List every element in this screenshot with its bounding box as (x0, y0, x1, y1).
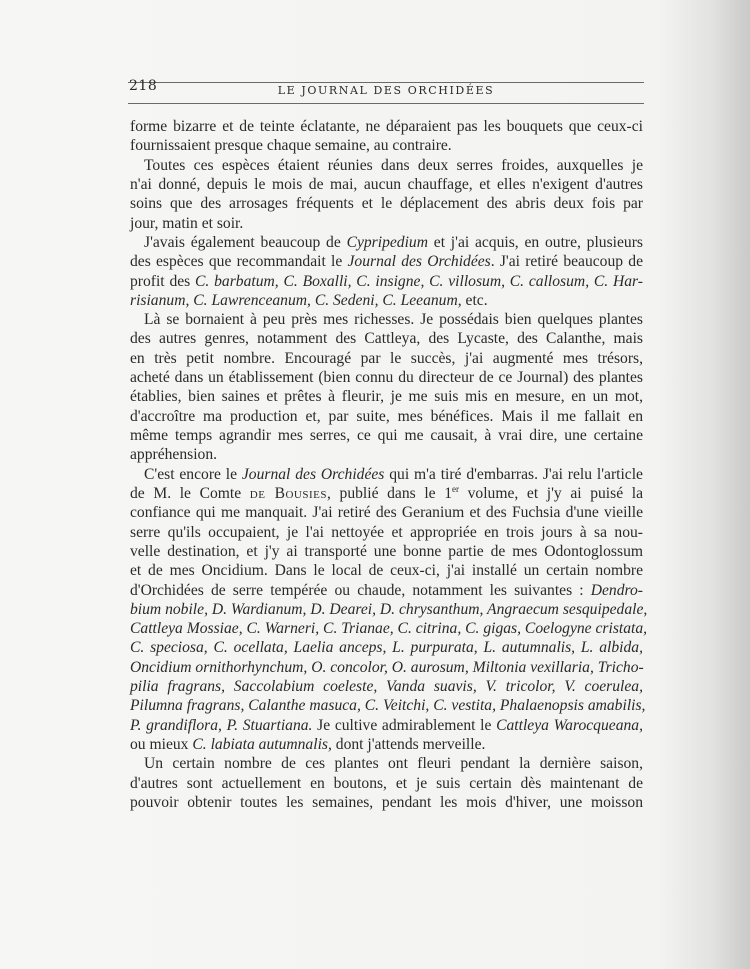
text-line (130, 407, 643, 426)
text-line (130, 368, 643, 387)
text-segment: dont j'attends merveille. (331, 736, 486, 753)
text-segment: fournissaient presque chaque semaine, au contraire. (130, 137, 452, 155)
text-segment: et j'ai acquis, en outre, plusieurs (428, 233, 643, 251)
text-segment: er (452, 483, 459, 494)
text-line (130, 696, 646, 715)
italic-text: Journal des Orchidées (347, 253, 491, 271)
text-segment: J'avais également beaucoup de (144, 233, 347, 251)
italic-text: Cattleya Warocqueana, (496, 716, 643, 734)
text-segment: forme bizarre et de teinte éclatante, ne déparaient pas les bouquets que ceux-ci (130, 118, 643, 135)
text-line (130, 523, 643, 542)
italic-text: Cypripedium (346, 233, 428, 251)
text-segment: jour, matin et soir. (130, 214, 244, 232)
text-segment: . J'ai retiré beaucoup de (490, 253, 644, 271)
text-segment: serre qu'ils occupaient, je l'ai nettoyée et appropriée en trois jours à sa nou- (130, 523, 643, 541)
text-line (130, 735, 643, 754)
italic-text: risianum, C. Lawrenceanum, C. Sedeni, C. Leeanum, (130, 291, 462, 309)
italic-text: Journal des Orchidées (241, 465, 385, 483)
running-title: LE JOURNAL DES ORCHIDÉES (277, 84, 495, 97)
text-line (130, 272, 643, 291)
text-line (130, 349, 643, 368)
text-line (130, 561, 643, 580)
italic-text: P. grandiflora, P. Stuartiana. (130, 716, 313, 734)
italic-text: C. barbatum, C. Boxalli, C. insigne, C. villosum, C. callosum, C. Har- (195, 272, 643, 290)
text-segment: qui m'a tiré d'embarras. J'ai relu l'article (384, 465, 643, 483)
text-line (130, 445, 643, 464)
text-segment: volume, et j'y ai puisé la (459, 484, 644, 502)
italic-text: Oncidium ornithorhynchum, O. concolor, O. aurosum, Miltonia vexillaria, Tricho- (130, 658, 644, 676)
text-segment: n'ai donné, depuis le mois de mai, aucun chauffage, et elles n'exigent d'autres (130, 175, 643, 193)
page-number: 218 (129, 78, 158, 94)
text-line (130, 291, 643, 310)
text-line (130, 484, 643, 503)
text-line (130, 329, 643, 348)
text-segment: d'accroître ma production et, par suite, mes bénéfices. Mais il me fallait en (130, 407, 643, 425)
text-line (130, 156, 643, 175)
text-segment: Là se bornaient à peu près mes richesses. Je possédais bien quelques plantes (144, 311, 643, 329)
text-segment: ou mieux (130, 736, 193, 753)
text-segment: pouvoir obtenir toutes les semaines, pendant les mois d'hiver, une moisson (130, 793, 643, 811)
italic-text: pilia fragrans, Saccolabium coeleste, Vanda suavis, V. tricolor, V. coerulea, (130, 678, 643, 696)
header-rule-bottom (128, 103, 644, 104)
italic-text: Dendro- (590, 581, 643, 599)
text-line (130, 252, 643, 271)
italic-text: bium nobile, D. Wardianum, D. Dearei, D. chrysanthum, Angraecum sesquipedale, (130, 600, 648, 618)
text-segment: Toutes ces espèces étaient réunies dans deux serres froides, auxquelles je (144, 156, 643, 174)
text-segment: profit des (130, 272, 196, 290)
text-line (130, 136, 643, 155)
body-text (130, 117, 648, 812)
text-line (130, 117, 643, 136)
text-segment: en très petit nombre. Encouragé par le succès, j'ai augmenté mes trésors, (130, 349, 643, 367)
text-segment: confiance qui me manquait. J'ai retiré des Geranium et des Fuchsia d'une vieille (130, 504, 643, 522)
text-line (130, 310, 643, 329)
text-line (130, 542, 643, 561)
small-caps-name: de Bousies (249, 484, 327, 502)
text-segment: acheté dans un établissement (bien connu du directeur de ce Journal) des plantes (130, 369, 643, 387)
text-line (130, 754, 643, 773)
text-segment: d'Orchidées de serre tempérée ou chaude, notamment les suivantes : (130, 581, 591, 599)
text-line (130, 774, 643, 793)
text-segment: même temps agrandir mes serres, ce qui me causait, à vrai dire, une certaine (130, 427, 643, 444)
text-line (130, 716, 643, 735)
text-segment: et de mes Oncidium. Dans le local de ceux-ci, j'ai installé un certain nombre (130, 562, 643, 580)
text-line (130, 387, 643, 406)
text-line (130, 426, 643, 445)
text-line (130, 194, 643, 213)
text-segment: d'autres sont actuellement en boutons, et je suis certain dès maintenant de (130, 774, 643, 792)
text-line (130, 233, 643, 252)
text-line (130, 600, 648, 619)
text-line (130, 638, 643, 657)
text-line (130, 658, 643, 677)
text-segment: des autres genres, notamment des Cattleya, des Lycaste, des Calanthe, mais (130, 330, 643, 348)
text-line (130, 175, 643, 194)
italic-text: Cattleya Mossiae, C. Warneri, C. Trianae, C. citrina, C. gigas, Coelogyne cristata, (130, 620, 648, 638)
text-line (130, 503, 643, 522)
text-segment: Je cultive admirablement le (312, 716, 497, 734)
text-segment: velle destination, et j'y ai transporté une bonne partie de mes Odontoglossum (130, 542, 643, 560)
text-segment: de M. le Comte (130, 484, 250, 502)
text-segment: soins que des arrosages fréquents et le déplacement des abris deux fois par (130, 195, 643, 213)
header-rule-top (128, 82, 644, 83)
text-line (130, 465, 643, 484)
text-line (130, 581, 643, 600)
text-segment: appréhension. (130, 446, 218, 464)
italic-text: Pilumna fragrans, Calanthe masuca, C. Veitchi, C. vestita, Phalaenopsis amabilis, (130, 697, 646, 715)
italic-text: C. labiata autumnalis, (192, 736, 332, 753)
text-line (130, 677, 643, 696)
italic-text: C. speciosa, C. ocellata, Laelia anceps, L. purpurata, L. autumnalis, L. albida, (130, 639, 643, 657)
text-segment: etc. (461, 291, 488, 309)
text-segment: établies, bien saines et prêtes à fleurir, je me suis mis en mesure, en un mot, (130, 388, 643, 406)
text-line (130, 619, 648, 638)
text-segment: , publié dans le 1 (327, 484, 452, 502)
text-line (130, 793, 643, 812)
text-segment: des espèces que recommandait le (130, 253, 348, 271)
text-line (130, 214, 643, 233)
text-segment: Un certain nombre de ces plantes ont fleuri pendant la dernière saison, (144, 755, 643, 773)
text-segment: C'est encore le (144, 465, 242, 483)
